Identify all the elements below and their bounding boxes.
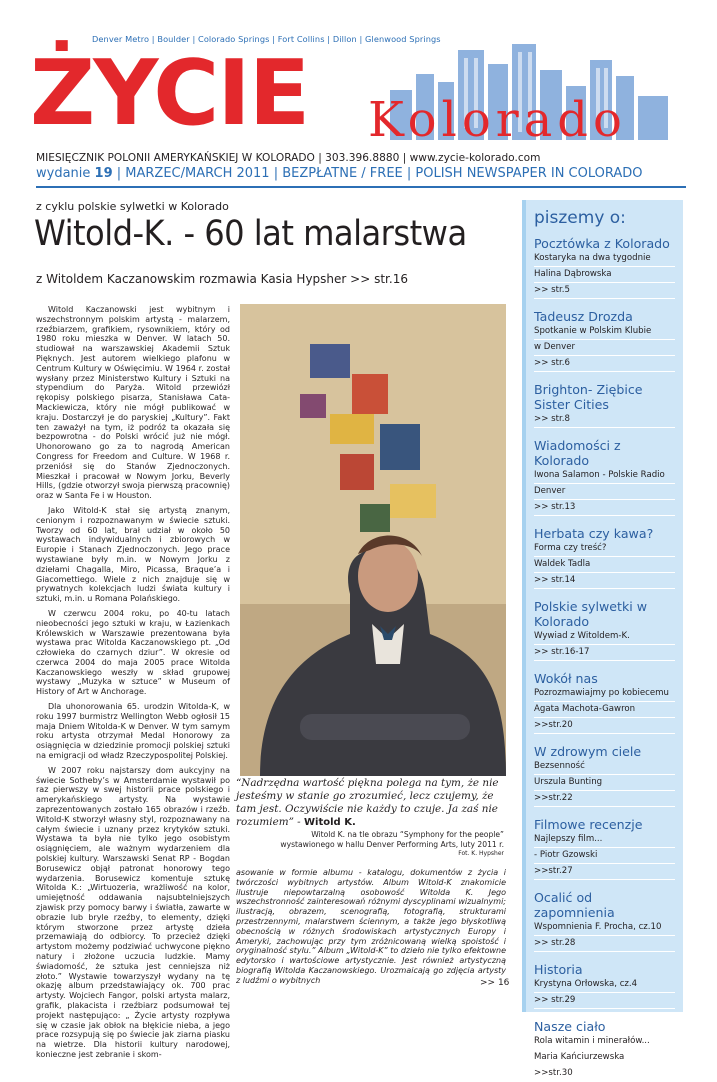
toc-line: - Piotr Gzowski (534, 848, 675, 864)
article-photo (240, 304, 506, 776)
toc-section-title[interactable]: Herbata czy kawa? (534, 526, 654, 541)
header-rule (36, 186, 686, 188)
toc-line[interactable]: >> str.5 (534, 283, 675, 299)
logo-main: ŻYCIE (30, 41, 309, 146)
issue-prefix: wydanie (36, 166, 91, 181)
toc-section-title[interactable]: Historia (534, 962, 583, 977)
toc-line: Rola witamin i minerałów... (534, 1034, 675, 1050)
toc-line: Denver (534, 484, 675, 500)
issue-rest: | MARZEC/MARCH 2011 | BEZPŁATNE / FREE | POLISH NEWSPAPER IN COLORADO (116, 166, 643, 181)
pull-quote (236, 777, 506, 829)
toc-line: w Denver (534, 340, 675, 356)
toc-section-title[interactable]: Wokół nas (534, 671, 598, 686)
issue-number: 19 (94, 166, 113, 181)
issue-line (36, 166, 643, 181)
toc-line[interactable]: >>str.22 (534, 791, 675, 807)
paragraph: Jako Witold-K stał się artystą znanym, cenionym i rozpoznawanym w świecie sztuki. Tworzy od 60 lat, brał udział w około 50 wystawach indywidualnych i zbiorowych w Europie i Stanach Zjednoczonych. Jego prace wystawiane były m.in. w Nowym Jorku z dziełami Chagalla, Miro, Picassa, Braque’a i Giacomettiego. Wiele z nich znajduje się w prywatnych kolekcjach ludzi świata kultury i sztuki, m.in. u Romana Polańskiego. (36, 505, 230, 604)
cities-line: Denver Metro | Boulder | Colorado Springs | Fort Collins | Dillon | Glenwood Springs (92, 34, 441, 44)
article-title: Witold-K. - 60 lat malarstwa (34, 214, 467, 254)
toc-line[interactable]: >>str.30 (534, 1066, 675, 1082)
toc-line: Wywiad z Witoldem-K. (534, 629, 675, 645)
toc-section-title[interactable]: Polskie sylwetki w Kolorado (534, 599, 648, 629)
toc-line: Forma czy treść? (534, 541, 675, 557)
toc-line: Krystyna Orłowska, cz.4 (534, 977, 675, 993)
toc-section-title[interactable]: Ocalić od zapomnienia (534, 890, 615, 920)
sidebar-title: piszemy o: (534, 208, 626, 228)
photo-credit: Fot. K. Hypsher (458, 850, 504, 857)
toc-section-title[interactable]: Brighton- Ziębice Sister Cities (534, 382, 643, 412)
toc-section-title[interactable]: Nasze ciało (534, 1019, 606, 1034)
photo-caption: Witold K. na tle obrazu “Symphony for the people” wystawionego w hallu Denver Performing Arts, luty 2011 r. (280, 830, 504, 849)
toc-section-title[interactable]: Filmowe recenzje (534, 817, 643, 832)
article-body (36, 305, 230, 1065)
toc-line[interactable]: >> str.6 (534, 356, 675, 372)
toc-line: Spotkanie w Polskim Klubie (534, 324, 675, 340)
toc-line: Urszula Bunting (534, 775, 675, 791)
continued-link[interactable]: >> 16 (480, 978, 510, 988)
toc-section-title[interactable]: W zdrowym ciele (534, 744, 642, 759)
toc-line: Iwona Salamon - Polskie Radio (534, 468, 675, 484)
toc-line[interactable]: >> str.28 (534, 936, 675, 952)
toc-line: Najlepszy film... (534, 832, 675, 848)
quote-author: Witold K. (304, 817, 356, 828)
toc-line[interactable]: >> str.29 (534, 993, 675, 1009)
toc-section-title[interactable]: Tadeusz Drozda (534, 309, 633, 324)
article-kicker: z cyklu polskie sylwetki w Kolorado (36, 200, 229, 213)
paragraph: Witold Kaczanowski jest wybitnym i wszechstronnym polskim artystą - malarzem, rzeźbiarzem, grafikiem, rysownikiem, który od 1980 roku mieszka w Denver. W latach 50. studiował na warszawskiej Akademii Sztuk Pięknych. Jest autorem wielkiego plafonu w Centrum Kultury w Oświęcimiu. W 1964 r. został wysłany przez Ministerstwo Kultury i Sztuki na stypendium do Paryża. Witold przewiózł rękopisy polskiego pisarza, Stanisława Cata-Mackiewicza, który nie mógł publikować w kraju. Dostarczył je do paryskiej „Kultury”. Fakt ten zaważył na tym, iż podróż ta okazała się bezpowrotna - do Polski wrócić już nie mógł. Uhonorowano go za to nagrodą American Congress for Freedom and Culture. W 1968 r. przeniósł się do Stanów Zjednoczonych. Mieszkał i pracował w Nowym Jorku, Beverly Hills, (gdzie otworzył swoja pierwszą pracownię) oraz w Santa Fe i w Houston. (36, 305, 230, 501)
toc-line: Pozrozmawiajmy po kobiecemu (534, 686, 675, 702)
paragraph: Dla uhonorowania 65. urodzin Witolda-K, w roku 1997 burmistrz Wellington Webb ogłosił 15 maja Dniem Witolda-K w Denver. W tym samym roku artysta otrzymał Medal Honorowy za osiągnięcia w dziedzinie promocji polskiej sztuki na emigracji od władz Rzeczypospolitej Polskiej. (36, 702, 230, 761)
paragraph: W czerwcu 2004 roku, po 40-tu latach nieobecności jego sztuki w kraju, w Łazienkach Królewskich w Warszawie prezentowana była wystawa prac Witolda Kaczanowskiego pt. „Od człowieka do czarnych dziur”. W okresie od czerwca 2004 do maja 2005 prace Witolda Kaczanowskiego weszły w skład grupowej wystawy „Muzyka w sztuce” w Museum of History of Art w Anchorage. (36, 608, 230, 697)
toc-line[interactable]: >>str.20 (534, 718, 675, 734)
article-byline[interactable]: z Witoldem Kaczanowskim rozmawia Kasia Hypsher >> str.16 (36, 272, 408, 286)
toc-line[interactable]: >> str.8 (534, 412, 675, 428)
paragraph: W 2007 roku najstarszy dom aukcyjny na świecie Sotheby’s w Amsterdamie wystawił po raz pierwszy w swej historii prace polskiego i amerykańskiego artysty. Na wystawie zaprezentowanych zostało 165 obrazów i rzeźb. Witold-K stworzył własny styl, rozpoznawany na całym świecie i uznany przez krytyków sztuki. Wystawa ta była nie tylko jego osobistym osiągnięciem, ale ważnym wydarzeniem dla polskiej kultury. Warszawski Senat RP - Bogdan Borusewicz objął patronat honorowy tego wydarzenia. Borusewicz komentuje sztukę Witolda K.: „Wirtuozeria, wrażliwość na kolor, umiejętność oddawania najsubtelniejszych zjawisk przy pomocy barwy i światła, zawarte w obrazie lub bryle rzeźby, to elementy, dzięki którym stworzone przez artystę dzieła przemawiają do odbiorcy. To przecież dzięki artystom możemy podziwiać uchwycone piękno natury i złożone uczucia ludzkie. Mamy świadomość, że sztuka jest cenniejsza niż złoto.” Wystawie towarzyszył wydany na tę okazję album przedstawiający ok. 700 prac artysty. Wojciech Fangor, polski artysta malarz, grafik, plakacista i rzeźbiarz podsumował tej projekt następująco: „ Życie artysty rozpływa się w czasie jak obłok na błękicie nieba, a jego prace rozsypują się po świecie jak ziarna piasku na wietrze. Dla historii kultury narodowej, konieczne jest zebranie i skom- (36, 765, 230, 1059)
toc-line: Kostaryka na dwa tygodnie (534, 251, 675, 267)
toc-line: Bezsenność (534, 759, 675, 775)
article-continuation: asowanie w formie albumu - katalogu, dokumentów z życia i twórczości wybitnych artystów. Album Witold-K znakomicie ilustruje niepowtarzalną osobowość Witolda K. Jego wszechstronność zainteresowań różnymi dyscyplinami wizualnymi; ilustracją, obrazem, scenografią, fotografią, strukturami przestrzennymi, malarstwem ściennym, a także jego błyskotliwą obecnością w różnych środowiskach artystycznych Europy i Ameryki, zachowując przy tym zróżnicowaną wielką spoistość i oryginalność stylu.” Album „Witold-K” to dzieło nie tylko efektowne edytorsko i wartościowe artystycznie. Jest również artystyczną biografią Witolda Kaczanowskiego. Urozmaicają go zdjęcia artysty z ludźmi o wybitnych (236, 868, 506, 985)
contents-sidebar (522, 200, 683, 1078)
toc-line[interactable]: >> str.14 (534, 573, 675, 589)
quote-text: “Nadrzędna wartość piękna polega na tym, że nie jesteśmy w stanie go zrozumieć, lecz czujemy, że tam jest. Oczywiście nie każdy to czuje. Ja zaś nie rozumiem” - (236, 777, 499, 828)
toc-section-title[interactable]: Pocztówka z Kolorado (534, 236, 670, 251)
toc-list (534, 236, 675, 1082)
tagline: MIESIĘCZNIK POLONII AMERYKAŃSKIEJ W KOLORADO | 303.396.8880 | www.zycie-kolorado.com (36, 152, 541, 164)
toc-line: Wspomnienia F. Procha, cz.10 (534, 920, 675, 936)
toc-line: Halina Dąbrowska (534, 267, 675, 283)
logo-sub: Kolorado (368, 92, 627, 148)
toc-section-title[interactable]: Wiadomości z Kolorado (534, 438, 621, 468)
toc-line[interactable]: >>str.27 (534, 864, 675, 880)
toc-line: Maria Kańciurzewska (534, 1050, 675, 1066)
toc-line: Agata Machota-Gawron (534, 702, 675, 718)
toc-line: Waldek Tadla (534, 557, 675, 573)
toc-line[interactable]: >> str.16-17 (534, 645, 675, 661)
toc-line[interactable]: >> str.13 (534, 500, 675, 516)
